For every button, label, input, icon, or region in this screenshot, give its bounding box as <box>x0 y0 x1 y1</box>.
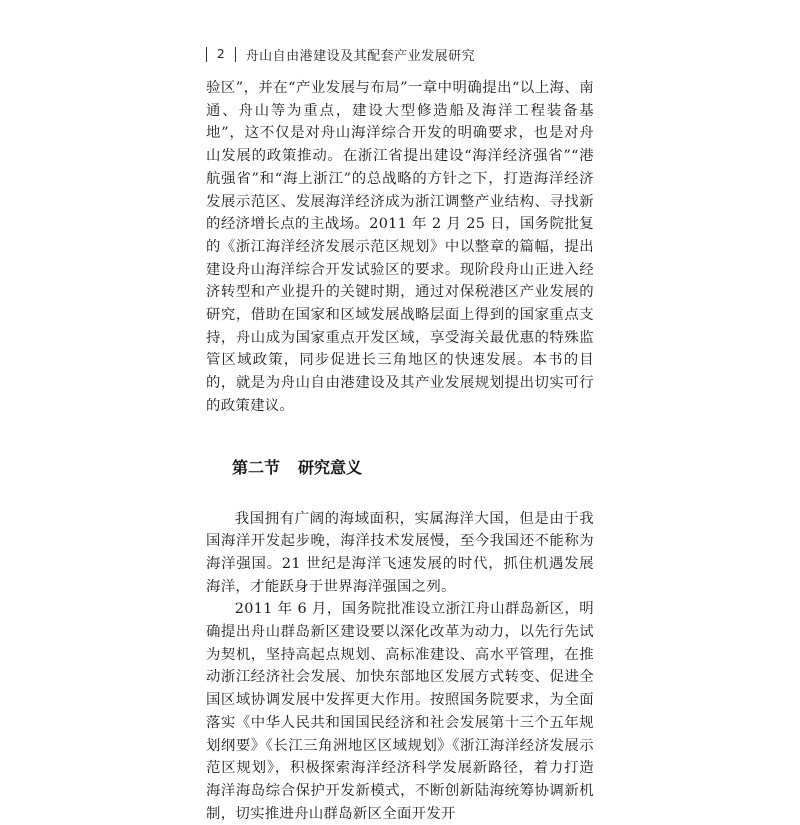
running-header <box>206 44 475 64</box>
header-divider-left <box>206 47 207 62</box>
section-number: 第二节 <box>232 457 281 477</box>
paragraph: 2011 年 6 月，国务院批准设立浙江舟山群岛新区，明确提出舟山群岛新区建设要以深化改革为动力，以先行先试为契机，坚持高起点规划、高标准建设、高水平管理，在推动浙江经济社会发展、加快东部地区发展方式转变、促进全国区域协调发展中发挥更大作用。按照国务院要求，为全面落实《中华人民共和国国民经济和社会发展第十三个五年规划纲要》《长江三角洲地区区域规划》《浙江海洋经济发展示范区规划》，积极探索海洋经济科学发展新路径，着力打造海洋海岛综合保护开发新模式，不断创新陆海统筹协调新机制，切实推进舟山群岛新区全面开发开 <box>206 601 594 822</box>
section-heading <box>232 456 594 480</box>
page-body <box>206 77 594 825</box>
book-title: 舟山自由港建设及其配套产业发展研究 <box>245 48 476 64</box>
paragraph: 我国拥有广阔的海域面积，实属海洋大国，但是由于我国海洋开发起步晚，海洋技术发展慢，至今我国还不能称为海洋强国。21 世纪是海洋飞速发展的时代，抓住机遇发展海洋，才能跃身于世界海洋强国之列。 <box>206 510 594 595</box>
header-divider-right <box>235 47 236 62</box>
paragraph-continued: 验区”，并在“产业发展与布局”一章中明确提出“以上海、南通、舟山等为重点，建设大型修造船及海洋工程装备基地”，这不仅是对舟山海洋综合开发的明确要求，也是对舟山发展的政策推动。在浙江省提出建设“海洋经济强省”“港航强省”和“海上浙江”的总战略的方针之下，打造海洋经济发展示范区、发展海洋经济成为浙江调整产业结构、寻找新的经济增长点的主战场。2011 年 2 月 25 日，国务院批复的《浙江海洋经济发展示范区规划》中以整章的篇幅，提出建设舟山海洋综合开发试验区的要求。现阶段舟山正进入经济转型和产业提升的关键时期，通过对保税港区产业发展的研究，借助在国家和区域发展战略层面上得到的国家重点支持，舟山成为国家重点开发区域，享受海关最优惠的特殊监管区域政策，同步促进长三角地区的快速发展。本书的目的，就是为舟山自由港建设及其产业发展规划提出切实可行的政策建议。 <box>206 80 594 414</box>
page-number: 2 <box>217 47 225 61</box>
section-title: 研究意义 <box>298 457 363 477</box>
